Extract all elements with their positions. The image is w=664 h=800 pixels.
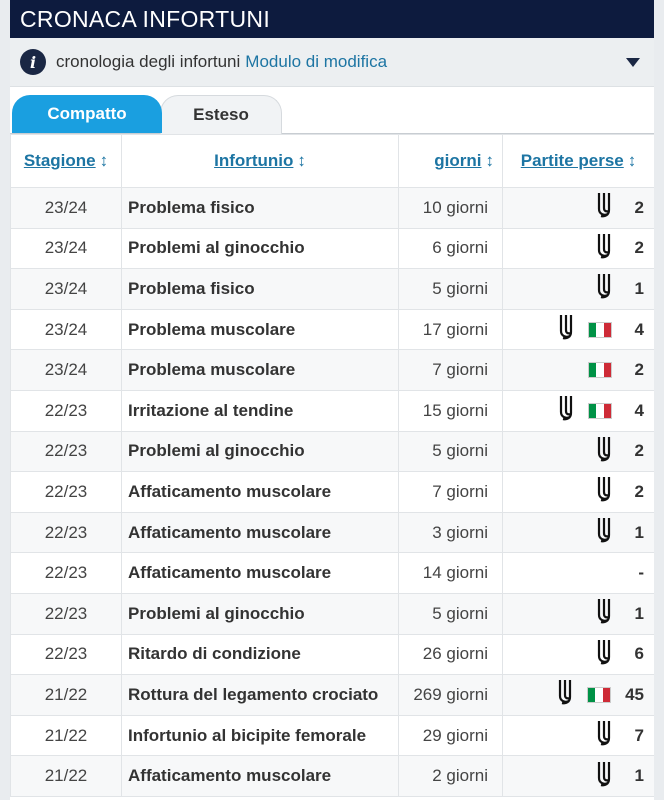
days-cell: 26 giorni <box>399 634 503 675</box>
juventus-logo-icon <box>596 761 614 792</box>
days-cell: 5 giorni <box>399 593 503 634</box>
table-row <box>11 675 655 716</box>
games-missed-cell <box>503 553 655 594</box>
juventus-logo-icon <box>557 679 575 710</box>
tab-compatto[interactable]: Compatto <box>12 95 162 133</box>
games-missed-count: 7 <box>634 725 644 745</box>
games-missed-cell <box>503 309 655 350</box>
injury-table <box>10 134 654 797</box>
days-cell: 269 giorni <box>399 675 503 716</box>
section-title-text: CRONACA INFORTUNI <box>20 5 271 32</box>
section-title <box>10 0 654 38</box>
games-missed-count: 45 <box>625 684 644 704</box>
games-missed-count: 4 <box>634 400 644 420</box>
games-missed-count: 2 <box>634 481 644 501</box>
table-row <box>11 553 655 594</box>
juventus-logo-icon <box>596 598 614 629</box>
injury-cell: Problema muscolare <box>122 350 399 391</box>
view-tabs <box>10 87 654 134</box>
table-row <box>11 634 655 675</box>
games-missed-cell <box>503 350 655 391</box>
juventus-logo-icon <box>558 395 576 426</box>
table-row <box>11 269 655 310</box>
season-cell: 23/24 <box>11 309 122 350</box>
season-cell: 22/23 <box>11 593 122 634</box>
games-missed-cell <box>503 512 655 553</box>
column-header-games-missed[interactable]: Partite perse ↕ <box>503 135 655 188</box>
games-missed-cell <box>503 593 655 634</box>
juventus-logo-icon <box>596 273 614 304</box>
days-cell: 5 giorni <box>399 431 503 472</box>
season-cell: 22/23 <box>11 390 122 431</box>
days-cell: 6 giorni <box>399 228 503 269</box>
juventus-logo-icon <box>596 192 614 223</box>
season-cell: 21/22 <box>11 756 122 797</box>
injury-cell: Problema fisico <box>122 269 399 310</box>
games-missed-count: 1 <box>634 603 644 623</box>
table-row <box>11 188 655 229</box>
injury-cell: Problemi al ginocchio <box>122 431 399 472</box>
games-missed-count: 1 <box>634 522 644 542</box>
season-cell: 23/24 <box>11 269 122 310</box>
table-row <box>11 593 655 634</box>
juventus-logo-icon <box>596 436 614 467</box>
italy-flag-icon <box>588 362 612 378</box>
games-missed-count: 6 <box>634 644 644 664</box>
games-missed-count: 2 <box>634 441 644 461</box>
games-missed-count: 1 <box>634 766 644 786</box>
table-row <box>11 431 655 472</box>
games-missed-count: 2 <box>634 360 644 380</box>
info-bar[interactable] <box>10 38 654 87</box>
sort-arrows-icon: ↕ <box>99 151 109 170</box>
games-missed-count: 2 <box>634 197 644 217</box>
games-missed-cell <box>503 675 655 716</box>
juventus-logo-icon <box>596 639 614 670</box>
injury-cell: Problemi al ginocchio <box>122 228 399 269</box>
days-cell: 5 giorni <box>399 269 503 310</box>
edit-form-link[interactable]: Modulo di modifica <box>245 52 388 71</box>
days-cell: 14 giorni <box>399 553 503 594</box>
games-missed-cell <box>503 228 655 269</box>
injury-cell: Affaticamento muscolare <box>122 472 399 513</box>
juventus-logo-icon <box>596 720 614 751</box>
days-cell: 17 giorni <box>399 309 503 350</box>
games-missed-cell <box>503 431 655 472</box>
games-missed-cell <box>503 634 655 675</box>
injury-cell: Problema muscolare <box>122 309 399 350</box>
injury-cell: Problemi al ginocchio <box>122 593 399 634</box>
season-cell: 22/23 <box>11 512 122 553</box>
injury-cell: Ritardo di condizione <box>122 634 399 675</box>
sort-arrows-icon: ↕ <box>485 151 494 170</box>
injury-cell: Infortunio al bicipite femorale <box>122 715 399 756</box>
juventus-logo-icon <box>596 517 614 548</box>
table-row <box>11 715 655 756</box>
info-icon: i <box>20 49 46 75</box>
season-cell: 21/22 <box>11 675 122 716</box>
games-missed-cell <box>503 390 655 431</box>
injury-history-card <box>10 0 654 800</box>
season-cell: 22/23 <box>11 553 122 594</box>
info-text: cronologia degli infortuni <box>56 52 241 71</box>
column-header-days[interactable]: giorni ↕ <box>399 135 503 188</box>
table-row <box>11 309 655 350</box>
season-cell: 23/24 <box>11 228 122 269</box>
table-row <box>11 756 655 797</box>
table-row <box>11 228 655 269</box>
table-row <box>11 512 655 553</box>
juventus-logo-icon <box>558 314 576 345</box>
juventus-logo-icon <box>596 476 614 507</box>
days-cell: 2 giorni <box>399 756 503 797</box>
italy-flag-icon <box>588 322 612 338</box>
injury-cell: Rottura del legamento crociato <box>122 675 399 716</box>
injury-cell: Problema fisico <box>122 188 399 229</box>
days-cell: 10 giorni <box>399 188 503 229</box>
days-cell: 29 giorni <box>399 715 503 756</box>
injury-cell: Affaticamento muscolare <box>122 553 399 594</box>
games-missed-count: 4 <box>634 319 644 339</box>
table-row <box>11 472 655 513</box>
column-header-season[interactable]: Stagione ↕ <box>11 135 122 188</box>
italy-flag-icon <box>588 403 612 419</box>
season-cell: 22/23 <box>11 431 122 472</box>
games-missed-count: 2 <box>634 238 644 258</box>
days-cell: 15 giorni <box>399 390 503 431</box>
season-cell: 23/24 <box>11 188 122 229</box>
injury-cell: Affaticamento muscolare <box>122 512 399 553</box>
games-missed-count: - <box>638 563 644 583</box>
season-cell: 21/22 <box>11 715 122 756</box>
season-cell: 22/23 <box>11 634 122 675</box>
days-cell: 7 giorni <box>399 472 503 513</box>
games-missed-cell <box>503 269 655 310</box>
column-header-injury[interactable]: Infortunio ↕ <box>122 135 399 188</box>
injury-cell: Irritazione al tendine <box>122 390 399 431</box>
days-cell: 7 giorni <box>399 350 503 391</box>
games-missed-count: 1 <box>634 278 644 298</box>
games-missed-cell <box>503 756 655 797</box>
tab-esteso[interactable]: Esteso <box>160 95 282 134</box>
sort-arrows-icon: ↕ <box>627 151 637 170</box>
sort-arrows-icon: ↕ <box>297 151 306 170</box>
chevron-down-icon[interactable] <box>626 58 640 67</box>
season-cell: 22/23 <box>11 472 122 513</box>
games-missed-cell <box>503 715 655 756</box>
games-missed-cell <box>503 472 655 513</box>
days-cell: 3 giorni <box>399 512 503 553</box>
games-missed-cell <box>503 188 655 229</box>
juventus-logo-icon <box>596 233 614 264</box>
table-row <box>11 390 655 431</box>
injury-cell: Affaticamento muscolare <box>122 756 399 797</box>
italy-flag-icon <box>587 687 611 703</box>
season-cell: 23/24 <box>11 350 122 391</box>
table-row <box>11 350 655 391</box>
table-header-row <box>11 135 655 188</box>
